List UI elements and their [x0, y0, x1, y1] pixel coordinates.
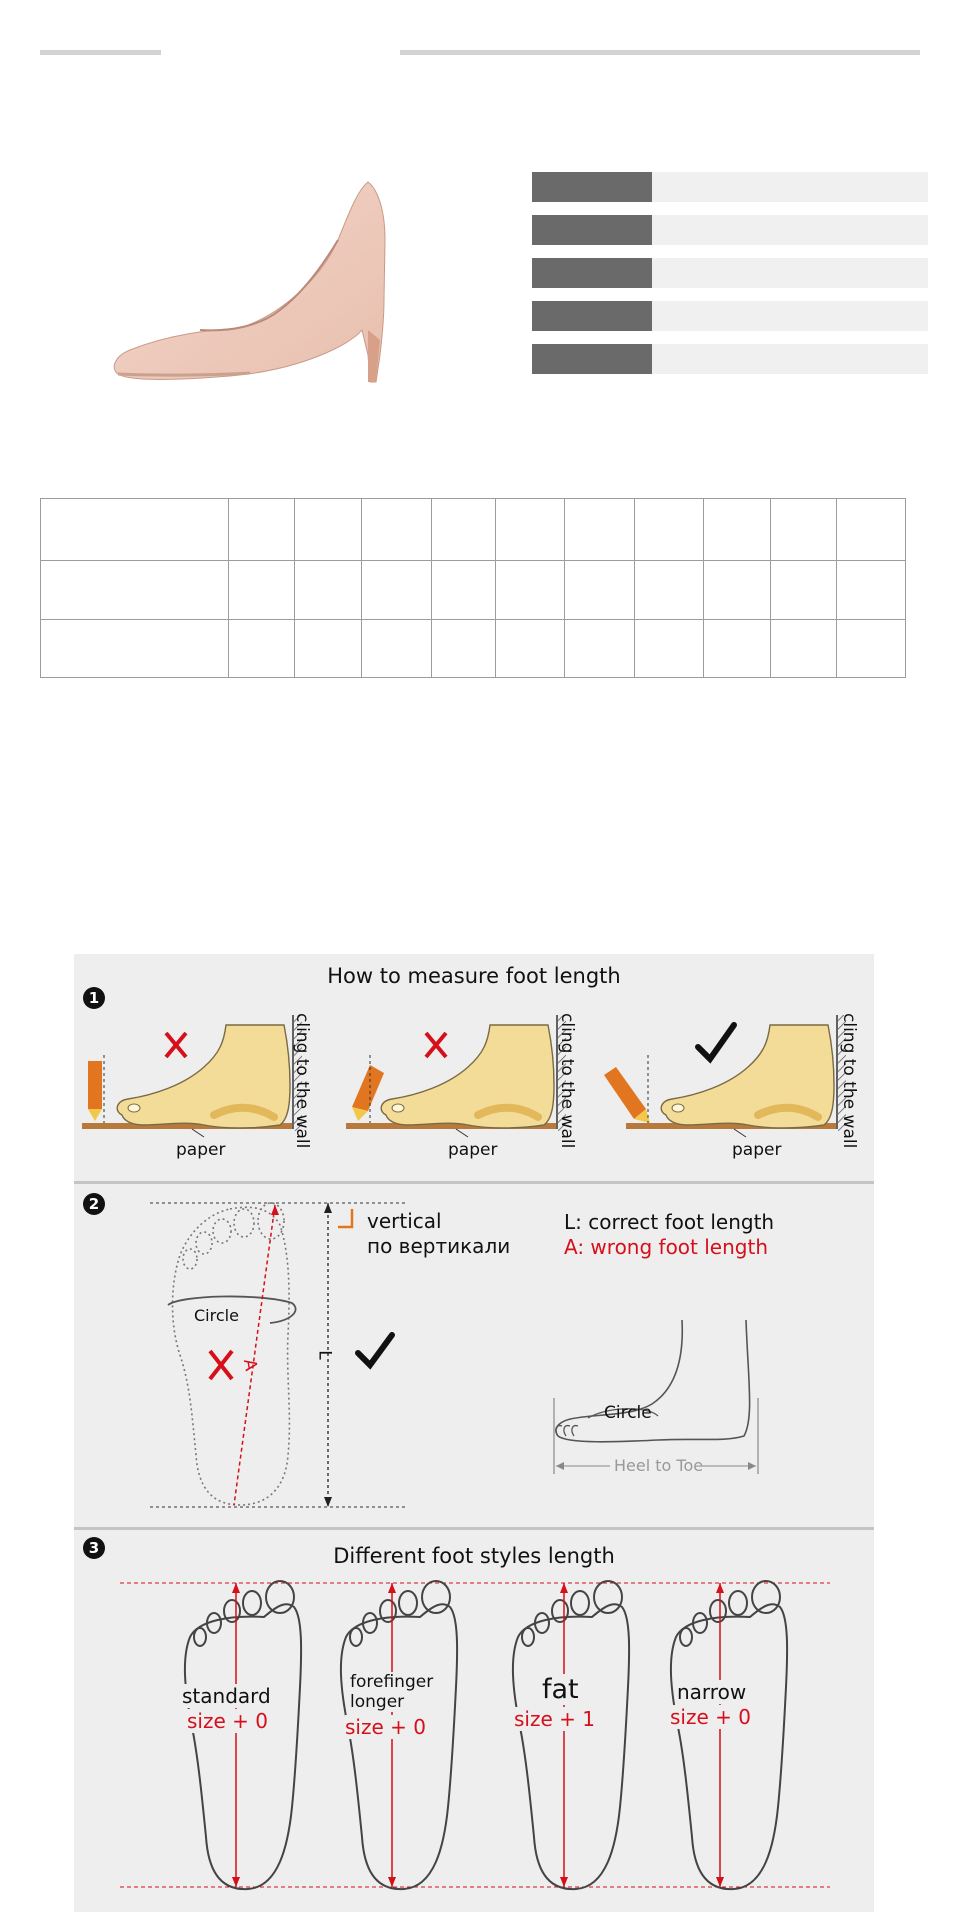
step-number-2: 2 [83, 1193, 105, 1215]
top-divider-right [400, 50, 920, 55]
style-standard-name: standard [182, 1684, 271, 1708]
wall-label-3: cling to the wall [839, 1013, 859, 1149]
paper-label-3: paper [732, 1140, 782, 1160]
spec-bar-light-1 [652, 172, 928, 202]
spec-bar-light-4 [652, 301, 928, 331]
heel-to-toe-label: Heel to Toe [614, 1456, 704, 1475]
section-divider-1 [74, 1181, 874, 1184]
product-shoe-image [100, 170, 410, 390]
foot-styles-diagram [74, 1575, 874, 1895]
wrong-length-note: A: wrong foot length [564, 1235, 768, 1259]
circle-label-top: Circle [194, 1306, 239, 1325]
top-divider-left [40, 50, 161, 55]
style-forefinger-size: size + 0 [345, 1715, 426, 1739]
paper-label-1: paper [176, 1140, 226, 1160]
spec-bar-dark-1 [532, 172, 652, 202]
style-fat-size: size + 1 [514, 1707, 595, 1731]
vertical-label-en: vertical [367, 1209, 442, 1233]
style-forefinger-name-2: longer [350, 1692, 405, 1712]
spec-bar-dark-5 [532, 344, 652, 374]
table-row [41, 619, 906, 677]
spec-bar-dark-4 [532, 301, 652, 331]
style-narrow-size: size + 0 [670, 1705, 751, 1729]
measure-title: How to measure foot length [327, 964, 621, 988]
spec-bar-light-5 [652, 344, 928, 374]
style-standard-size: size + 0 [187, 1709, 268, 1733]
style-forefinger-name: forefinger [350, 1672, 434, 1692]
spec-bar-dark-2 [532, 215, 652, 245]
style-narrow-name: narrow [677, 1680, 747, 1704]
foot-styles-title: Different foot styles length [333, 1544, 615, 1568]
style-fat-name: fat [542, 1674, 579, 1705]
label-l: L [314, 1350, 335, 1360]
label-a: A [238, 1357, 261, 1373]
table-row [41, 561, 906, 619]
size-table [40, 498, 906, 678]
section-divider-2 [74, 1527, 874, 1530]
step-number-3: 3 [83, 1537, 105, 1559]
paper-label-2: paper [448, 1140, 498, 1160]
circle-label-side: Circle [604, 1403, 652, 1423]
spec-bar-light-3 [652, 258, 928, 288]
correct-length-note: L: correct foot length [564, 1210, 775, 1234]
step-number-1: 1 [83, 987, 105, 1009]
wall-label-2: cling to the wall [557, 1013, 577, 1149]
spec-bar-dark-3 [532, 258, 652, 288]
vertical-label-ru: по вертикали [367, 1234, 511, 1258]
wall-label-1: cling to the wall [292, 1013, 312, 1149]
spec-bar-light-2 [652, 215, 928, 245]
table-row [41, 499, 906, 561]
